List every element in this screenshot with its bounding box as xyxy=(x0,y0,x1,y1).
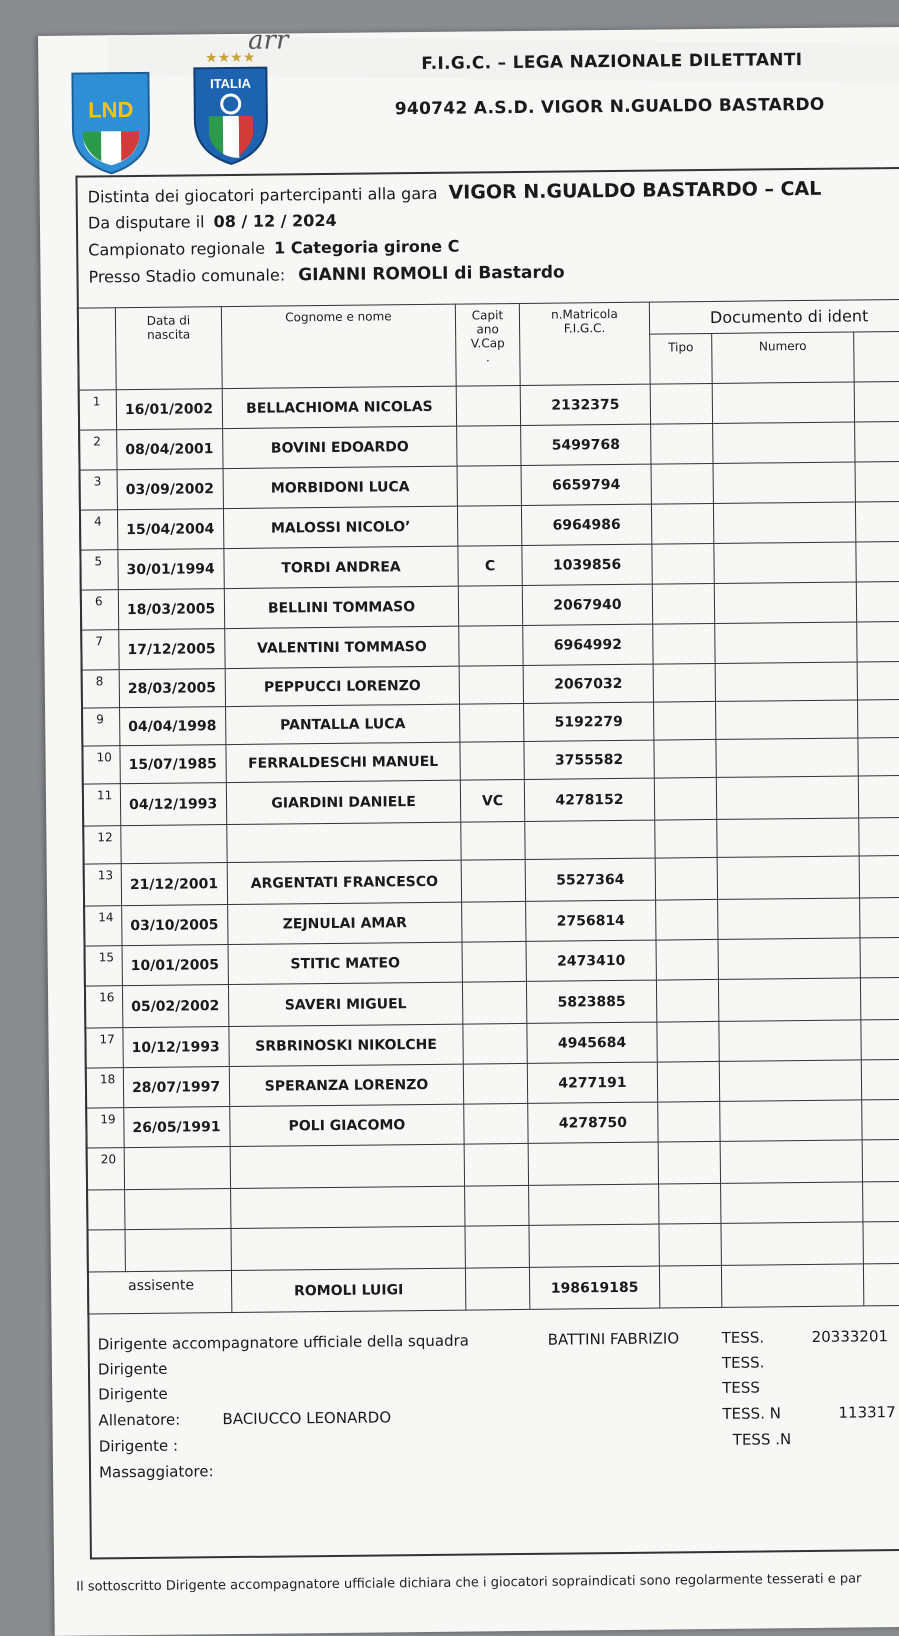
row-doc-number xyxy=(713,422,855,463)
row-matricola: 4278152 xyxy=(524,778,654,821)
row-player-name xyxy=(231,1226,465,1270)
row-captain xyxy=(461,821,525,860)
staff-tess-label: TESS .N xyxy=(732,1430,792,1449)
row-captain xyxy=(457,425,521,466)
staff-role: Massaggiatore: xyxy=(98,1462,214,1482)
row-doc-extra xyxy=(854,381,899,422)
row-doc-type xyxy=(654,701,716,740)
row-doc-extra xyxy=(856,541,899,582)
row-birth-date xyxy=(124,1147,230,1190)
championship-value: 1 Categoria girone C xyxy=(273,236,460,258)
row-birth-date: 03/09/2002 xyxy=(117,469,223,510)
row-number: 1 xyxy=(78,390,116,430)
row-birth-date xyxy=(125,1229,231,1272)
row-doc-number xyxy=(719,1020,861,1061)
row-matricola xyxy=(528,1142,658,1185)
row-doc-number xyxy=(719,1060,861,1101)
italia-logo xyxy=(188,48,273,169)
row-captain xyxy=(458,585,522,626)
players-table xyxy=(77,299,899,1315)
row-number: 4 xyxy=(79,510,117,550)
row-matricola: 5823885 xyxy=(526,980,656,1023)
row-doc-number xyxy=(716,776,858,819)
row-player-name: PANTALLA LUCA xyxy=(226,704,460,744)
row-doc-type xyxy=(650,383,712,424)
row-doc-extra xyxy=(861,1059,899,1100)
row-number: 16 xyxy=(84,986,122,1028)
row-matricola: 4277191 xyxy=(527,1062,657,1103)
row-doc-number xyxy=(712,382,854,423)
row-matricola: 5527364 xyxy=(525,858,655,901)
row-birth-date xyxy=(121,825,227,864)
row-number: 11 xyxy=(82,784,120,826)
row-number: 15 xyxy=(84,946,122,986)
header-birth: Data di nascita xyxy=(115,307,222,390)
staff-role: Dirigente xyxy=(97,1359,168,1379)
row-doc-extra xyxy=(860,897,899,938)
row-birth-date: 21/12/2001 xyxy=(121,863,227,906)
row-birth-date: 10/01/2005 xyxy=(122,945,228,986)
header-doc-extra xyxy=(854,331,899,382)
row-matricola: 6964986 xyxy=(521,504,651,545)
row-number: 12 xyxy=(83,826,121,864)
row-doc-extra xyxy=(855,501,899,542)
row-number xyxy=(87,1190,125,1230)
staff-tess-number: 20333201 xyxy=(811,1327,889,1346)
row-captain xyxy=(456,385,520,426)
row-doc-number xyxy=(717,856,859,899)
row-doc-type xyxy=(653,623,715,664)
row-captain xyxy=(463,1063,527,1104)
row-captain: C xyxy=(458,545,522,586)
assistant-captain-cell xyxy=(465,1267,529,1310)
row-birth-date: 15/04/2004 xyxy=(117,509,223,550)
row-player-name: VALENTINI TOMMASO xyxy=(225,626,459,668)
row-doc-type xyxy=(657,1061,719,1102)
row-player-name: SAVERI MIGUEL xyxy=(228,982,462,1026)
row-captain xyxy=(460,703,524,742)
header-matricola: n.Matricola F.I.G.C. xyxy=(519,302,650,385)
row-player-name xyxy=(231,1186,465,1228)
row-captain: VC xyxy=(460,779,524,822)
row-matricola: 4278750 xyxy=(528,1102,658,1143)
row-doc-type xyxy=(654,777,716,820)
venue-value: GIANNI ROMOLI di Bastardo xyxy=(298,262,565,286)
row-number: 2 xyxy=(79,430,117,470)
row-number: 7 xyxy=(81,630,119,670)
header-doc-number: Numero xyxy=(712,332,855,383)
row-doc-type xyxy=(656,939,718,980)
row-doc-number xyxy=(718,898,860,939)
staff-name: BACIUCCO LEONARDO xyxy=(222,1408,392,1429)
row-doc-number xyxy=(715,622,857,663)
assistant-matricola: 198619185 xyxy=(529,1266,659,1309)
row-number: 13 xyxy=(83,864,121,906)
row-number: 19 xyxy=(86,1108,124,1148)
row-doc-type xyxy=(653,663,715,702)
header-doc-type: Tipo xyxy=(650,333,713,384)
row-doc-type xyxy=(651,423,713,464)
match-label: Distinta dei giocatori partercipanti alla gara xyxy=(87,183,438,207)
row-matricola: 6659794 xyxy=(521,464,651,505)
row-birth-date: 28/03/2005 xyxy=(119,669,225,708)
assistant-doc-extra xyxy=(863,1263,899,1306)
row-matricola xyxy=(529,1184,659,1225)
header-name: Cognome e nome xyxy=(221,304,456,388)
handwritten-mark: arr xyxy=(247,25,289,56)
row-doc-extra xyxy=(862,1139,899,1182)
row-player-name: ARGENTATI FRANCESCO xyxy=(227,860,461,904)
row-number: 6 xyxy=(80,590,118,630)
row-doc-extra xyxy=(858,775,899,818)
svg-text:★★★★: ★★★★ xyxy=(205,49,256,67)
date-line xyxy=(88,211,337,233)
row-matricola: 1039856 xyxy=(522,544,652,585)
header-captain-label: Capit ano V.Cap xyxy=(470,308,505,351)
row-matricola xyxy=(525,820,655,859)
row-birth-date: 30/01/1994 xyxy=(118,549,224,590)
row-doc-extra xyxy=(859,855,899,898)
row-matricola: 6964992 xyxy=(523,624,653,665)
lnd-logo-text: LND xyxy=(88,97,134,123)
row-matricola: 2067032 xyxy=(523,664,653,703)
row-doc-extra xyxy=(862,1099,899,1140)
row-doc-extra xyxy=(861,1019,899,1060)
row-player-name: PEPPUCCI LORENZO xyxy=(225,666,459,706)
staff-tess-label: TESS. xyxy=(721,1328,765,1347)
row-captain xyxy=(463,1023,527,1064)
row-doc-type xyxy=(657,1021,719,1062)
row-matricola: 5192279 xyxy=(524,702,654,741)
row-doc-extra xyxy=(857,621,899,662)
row-doc-extra xyxy=(857,699,899,738)
date-value: 08 / 12 / 2024 xyxy=(213,210,337,232)
row-player-name xyxy=(227,822,461,862)
club-title: 940742 A.S.D. VIGOR N.GUALDO BASTARDO xyxy=(394,94,825,120)
row-player-name: TORDI ANDREA xyxy=(224,546,458,588)
row-captain xyxy=(459,625,523,666)
assistant-label: assisente xyxy=(87,1271,231,1315)
row-number: 8 xyxy=(81,670,119,708)
row-doc-type xyxy=(655,857,717,900)
row-doc-number xyxy=(713,462,855,503)
row-player-name: FERRALDESCHI MANUEL xyxy=(226,742,460,782)
row-player-name: BOVINI EDOARDO xyxy=(223,426,457,468)
row-captain xyxy=(465,1185,529,1226)
row-number: 3 xyxy=(79,470,117,510)
row-matricola: 2756814 xyxy=(526,900,656,941)
row-doc-number xyxy=(720,1100,862,1141)
row-number: 10 xyxy=(82,746,120,784)
match-value: VIGOR N.GUALDO BASTARDO – CAL xyxy=(448,177,822,204)
row-doc-number xyxy=(721,1182,863,1223)
row-captain xyxy=(465,1225,529,1268)
row-number: 5 xyxy=(80,550,118,590)
row-doc-number xyxy=(713,502,855,543)
row-birth-date: 03/10/2005 xyxy=(122,905,228,946)
row-birth-date: 16/01/2002 xyxy=(116,389,222,430)
row-captain xyxy=(461,859,525,902)
row-birth-date: 04/12/1993 xyxy=(120,783,226,826)
row-doc-number xyxy=(721,1222,863,1265)
row-number: 20 xyxy=(86,1148,124,1190)
assistant-doc-type xyxy=(659,1265,721,1308)
row-player-name: MALOSSI NICOLO’ xyxy=(223,506,457,548)
row-birth-date xyxy=(125,1189,231,1230)
row-captain xyxy=(462,941,526,982)
federation-title: F.I.G.C. – LEGA NAZIONALE DILETTANTI xyxy=(421,49,803,74)
row-doc-extra xyxy=(855,421,899,462)
row-matricola: 4945684 xyxy=(527,1022,657,1063)
staff-role: Dirigente : xyxy=(98,1436,179,1456)
lnd-logo xyxy=(68,69,153,178)
row-doc-type xyxy=(651,463,713,504)
venue-label: Presso Stadio comunale: xyxy=(88,265,286,287)
row-birth-date: 28/07/1997 xyxy=(123,1067,229,1108)
staff-tess-label: TESS xyxy=(722,1378,760,1397)
row-matricola: 2067940 xyxy=(522,584,652,625)
row-doc-extra xyxy=(855,461,899,502)
row-doc-type xyxy=(656,979,718,1022)
row-birth-date: 17/12/2005 xyxy=(119,629,225,670)
row-doc-type xyxy=(654,739,716,778)
row-doc-extra xyxy=(856,581,899,622)
row-matricola: 2473410 xyxy=(526,940,656,981)
header-number xyxy=(77,308,116,390)
row-doc-number xyxy=(716,700,858,739)
row-doc-number xyxy=(714,582,856,623)
row-matricola xyxy=(529,1224,659,1267)
row-captain xyxy=(457,505,521,546)
italia-logo-text: ITALIA xyxy=(209,75,252,92)
row-birth-date: 05/02/2002 xyxy=(122,985,228,1028)
row-player-name: STITIC MATEO xyxy=(228,942,462,984)
staff-role: Dirigente xyxy=(98,1384,168,1404)
row-number xyxy=(87,1230,125,1272)
row-birth-date: 04/04/1998 xyxy=(120,707,226,746)
staff-tess-label: TESS. N xyxy=(722,1404,782,1423)
row-doc-extra xyxy=(863,1181,899,1222)
staff-role: Dirigente accompagnatore ufficiale della squadra xyxy=(97,1331,470,1354)
row-captain xyxy=(459,665,523,704)
row-player-name: SRBRINOSKI NIKOLCHE xyxy=(229,1024,463,1066)
row-doc-extra xyxy=(858,737,899,776)
staff-role: Allenatore: xyxy=(98,1410,181,1430)
row-doc-type xyxy=(655,819,717,858)
row-captain xyxy=(464,1103,528,1144)
row-doc-type xyxy=(652,543,714,584)
row-captain xyxy=(462,981,526,1024)
row-doc-type xyxy=(659,1223,721,1266)
row-number: 14 xyxy=(84,906,122,946)
row-player-name: MORBIDONI LUCA xyxy=(223,466,457,508)
row-doc-type xyxy=(651,503,713,544)
date-label: Da disputare il xyxy=(87,212,205,233)
row-birth-date: 18/03/2005 xyxy=(118,589,224,630)
row-doc-type xyxy=(659,1183,721,1224)
row-player-name xyxy=(230,1144,464,1188)
assistant-doc-number xyxy=(721,1264,863,1307)
row-captain xyxy=(464,1143,528,1186)
row-doc-number xyxy=(718,978,860,1021)
row-doc-extra xyxy=(859,817,899,856)
row-doc-number xyxy=(716,738,858,777)
row-doc-number xyxy=(720,1140,862,1183)
row-birth-date: 15/07/1985 xyxy=(120,745,226,784)
header-document: Documento di ident xyxy=(649,299,899,334)
row-birth-date: 08/04/2001 xyxy=(117,429,223,470)
row-player-name: GIARDINI DANIELE xyxy=(226,780,460,824)
row-player-name: POLI GIACOMO xyxy=(230,1104,464,1146)
row-doc-extra xyxy=(860,977,899,1020)
row-player-name: ZEJNULAI AMAR xyxy=(228,902,462,944)
assistant-row xyxy=(87,1263,899,1314)
row-doc-number xyxy=(717,818,859,857)
assistant-name: ROMOLI LUIGI xyxy=(231,1268,465,1312)
row-player-name: SPERANZA LORENZO xyxy=(229,1064,463,1106)
row-captain xyxy=(462,901,526,942)
row-captain xyxy=(460,741,524,780)
row-doc-type xyxy=(652,583,714,624)
row-number: 17 xyxy=(85,1028,123,1068)
row-doc-number xyxy=(715,662,857,701)
row-birth-date: 10/12/1993 xyxy=(123,1027,229,1068)
championship-label: Campionato regionale xyxy=(88,238,266,260)
staff-name: BATTINI FABRIZIO xyxy=(547,1329,680,1349)
staff-tess-number: 113317 xyxy=(838,1403,896,1422)
row-number: 9 xyxy=(82,708,120,746)
row-captain xyxy=(457,465,521,506)
declaration-text: Il sottoscritto Dirigente accompagnatore ufficiale dichiara che i giocatori sopraindicati sono regolarmente tesserati e par xyxy=(76,1571,862,1595)
row-birth-date: 26/05/1991 xyxy=(124,1107,230,1148)
header-captain xyxy=(455,303,520,386)
header-captain-dot: . xyxy=(485,350,490,365)
row-doc-number xyxy=(718,938,860,979)
row-player-name: BELLACHIOMA NICOLAS xyxy=(222,386,456,428)
row-doc-number xyxy=(714,542,856,583)
row-matricola: 3755582 xyxy=(524,740,654,779)
row-number: 18 xyxy=(85,1068,123,1108)
row-doc-extra xyxy=(860,937,899,978)
staff-tess-label: TESS. xyxy=(721,1353,765,1372)
row-matricola: 2132375 xyxy=(520,384,650,425)
row-matricola: 5499768 xyxy=(521,424,651,465)
row-player-name: BELLINI TOMMASO xyxy=(224,586,458,628)
row-doc-extra xyxy=(857,661,899,700)
championship-line xyxy=(88,237,459,260)
row-doc-type xyxy=(658,1101,720,1142)
row-doc-type xyxy=(658,1141,720,1184)
row-doc-extra xyxy=(863,1221,899,1264)
document-sheet xyxy=(38,27,899,1636)
row-doc-type xyxy=(656,899,718,940)
